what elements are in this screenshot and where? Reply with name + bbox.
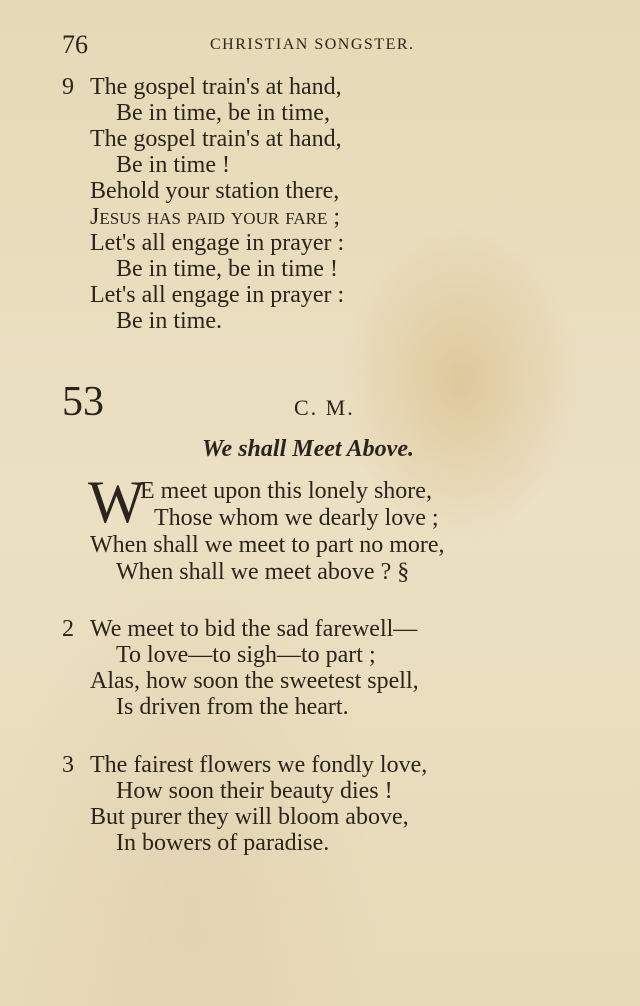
verse-line: Jesus has paid your fare ;	[90, 204, 341, 230]
verse-line: Let's all engage in prayer :	[90, 282, 345, 308]
verse-line: Is driven from the heart.	[116, 694, 349, 720]
verse-line: Those whom we dearly love ;	[154, 505, 439, 531]
verse-line: But purer they will bloom above,	[90, 804, 409, 830]
verse-number: 3	[62, 752, 74, 778]
verse-line: E meet upon this lonely shore,	[140, 478, 432, 504]
verse-line: Be in time.	[116, 308, 222, 334]
verse-line: We meet to bid the sad farewell—	[90, 616, 418, 642]
verse-line: The gospel train's at hand,	[90, 74, 342, 100]
verse-line: The gospel train's at hand,	[90, 126, 342, 152]
verse-line: Alas, how soon the sweetest spell,	[90, 668, 419, 694]
hymn-number: 53	[62, 379, 104, 425]
verse-line: When shall we meet above ? §	[116, 559, 410, 585]
verse-line: Let's all engage in prayer :	[90, 230, 345, 256]
verse-line: The fairest flowers we fondly love,	[90, 752, 428, 778]
verse-line: In bowers of paradise.	[116, 830, 330, 856]
verse-line: Behold your station there,	[90, 178, 340, 204]
hymn-meter: C. M.	[294, 395, 355, 420]
verse-line: Be in time, be in time,	[116, 100, 330, 126]
verse-line: How soon their beauty dies !	[116, 778, 393, 804]
page-header	[62, 30, 462, 60]
verse-number: 2	[62, 616, 74, 642]
drop-cap: W	[88, 469, 145, 535]
page-number: 76	[62, 30, 88, 59]
verse-line: Be in time !	[116, 152, 230, 178]
verse-line: When shall we meet to part no more,	[90, 532, 445, 558]
running-head: CHRISTIAN SONGSTER.	[210, 36, 415, 53]
verse-number: 9	[62, 74, 74, 100]
hymn-title: We shall Meet Above.	[202, 436, 414, 462]
verse-line: Be in time, be in time !	[116, 256, 338, 282]
verse-line: To love—to sigh—to part ;	[116, 642, 376, 668]
